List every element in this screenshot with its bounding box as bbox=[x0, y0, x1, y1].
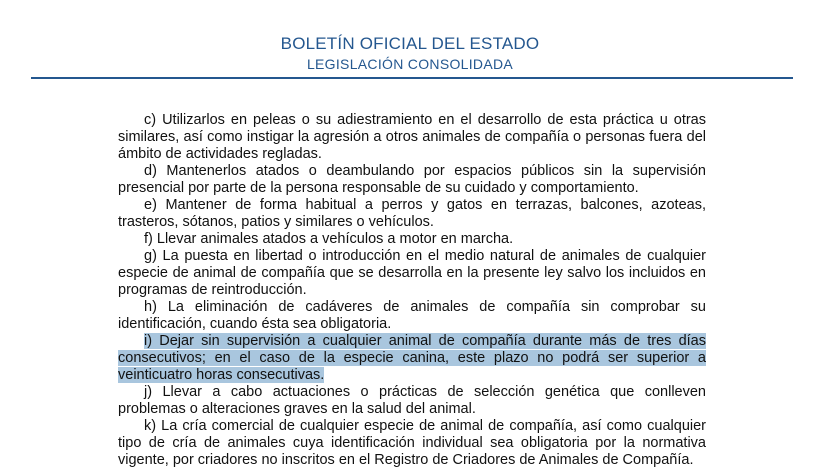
paragraph-c bbox=[118, 112, 706, 163]
paragraph-d-text: d) Mantenerlos atados o deambulando por espacios públicos sin la supervisión presencial por parte de la persona responsable de su cuidado y comportamiento. bbox=[118, 163, 706, 196]
paragraph-c-text: c) Utilizarlos en peleas o su adiestramiento en el desarrollo de esta práctica u otras similares, así como instigar la agresión a otros animales de compañía o personas fuera del ámbito de actividades regladas. bbox=[118, 112, 706, 162]
paragraph-k-text: k) La cría comercial de cualquier especie de animal de compañía, así como cualquier tipo de cría de animales cuya identificación individual sea obligatoria por la normativa vigente, por criadores no inscritos en el Registro de Criadores de Animales de Compañía. bbox=[118, 418, 706, 468]
paragraph-h-text: h) La eliminación de cadáveres de animales de compañía sin comprobar su identificación, cuando ésta sea obligatoria. bbox=[118, 299, 706, 332]
paragraph-k bbox=[118, 418, 706, 469]
paragraph-h bbox=[118, 299, 706, 333]
paragraph-g bbox=[118, 248, 706, 299]
paragraph-i-selected[interactable] bbox=[118, 333, 706, 384]
header-divider bbox=[31, 77, 793, 79]
paragraph-j bbox=[118, 384, 706, 418]
paragraph-g-text: g) La puesta en libertad o introducción en el medio natural de animales de cualquier especie de animal de compañía que se desarrolla en la presente ley salvo los incluidos en programas de reintroducción. bbox=[118, 248, 706, 298]
selected-text-highlight[interactable]: i) Dejar sin supervisión a cualquier animal de compañía durante más de tres días consecutivos; en el caso de la especie canina, este plazo no podrá ser superior a veinticuatro horas consecutivas. bbox=[118, 333, 706, 383]
paragraph-d bbox=[118, 163, 706, 197]
header-subtitle: LEGISLACIÓN CONSOLIDADA bbox=[306, 56, 514, 72]
document-body bbox=[118, 112, 706, 469]
paragraph-e bbox=[118, 197, 706, 231]
paragraph-f bbox=[118, 231, 706, 248]
paragraph-j-text: j) Llevar a cabo actuaciones o prácticas de selección genética que conlleven problemas o alteraciones graves en la salud del animal. bbox=[118, 384, 706, 417]
paragraph-f-text: f) Llevar animales atados a vehículos a motor en marcha. bbox=[144, 231, 514, 247]
paragraph-e-text: e) Mantener de forma habitual a perros y gatos en terrazas, balcones, azoteas, trasteros, sótanos, patios y similares o vehículos. bbox=[118, 197, 706, 230]
header-title: BOLETÍN OFICIAL DEL ESTADO bbox=[280, 34, 540, 53]
